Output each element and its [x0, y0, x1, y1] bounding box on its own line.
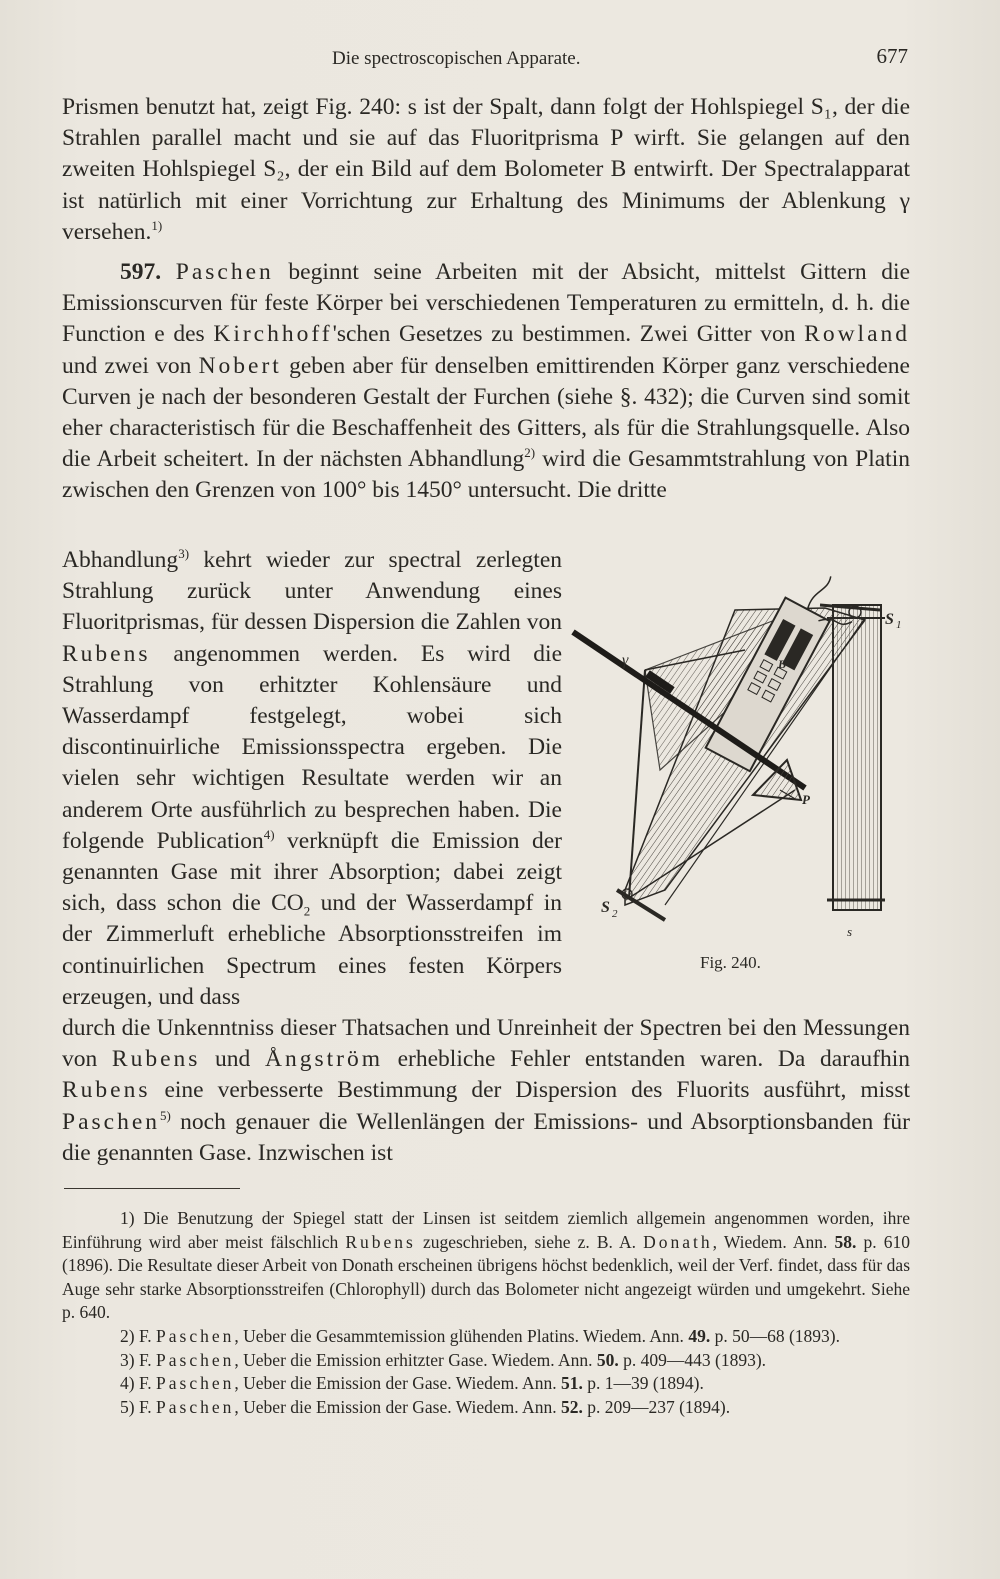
- author-name: Rowland: [804, 321, 910, 348]
- author-name: Kirchhoff: [213, 321, 333, 348]
- footnote-text: 1) Die Benutzung der Spiegel statt der Linsen ist seitdem ziemlich allgemein angenommen worden, ihre Einführung wird aber meist fälschlich: [62, 1208, 910, 1252]
- label-s1: S: [885, 611, 894, 628]
- author-name: Paschen: [156, 1373, 235, 1394]
- paragraph-text: noch genauer die Wellenlängen der Emissions- und Absorptionsbanden für die genannten Gase. Inzwischen ist: [62, 1108, 910, 1166]
- paragraph-text: eine verbesserte Bestimmung der Dispersion des Fluorits ausführt, misst: [150, 1077, 910, 1104]
- author-name: Ångström: [264, 1046, 383, 1073]
- paragraph-text: 'schen Gesetzes zu bestimmen. Zwei Gitter von: [332, 321, 805, 348]
- footnote-text: p. 409—443 (1893).: [618, 1349, 767, 1370]
- footnote-text: zugeschrieben, siehe z. B. A.: [415, 1231, 644, 1252]
- paragraph-text: verknüpft die Emission der genannten Gase mit ihrer Absorption; dabei zeigt sich, dass schon die CO: [62, 827, 562, 917]
- spectrometer-diagram: [565, 560, 910, 980]
- footnote-3: [62, 1349, 910, 1373]
- footnote-2: [62, 1325, 910, 1349]
- paragraph-text: wird die Gesammtstrahlung von Platin zwischen den Grenzen von 100° bis 1450° untersucht. Die dritte: [62, 446, 910, 504]
- running-head: [60, 44, 910, 74]
- volume-number: 49.: [688, 1325, 711, 1346]
- paragraph-text: und zwei von: [62, 352, 199, 379]
- paragraph-text: und der Wasserdampf in der Zimmerluft erhebliche Absorptionsstreifen im continuirlichen Spectrum eines festen Körpers erzeugen, und dass: [62, 890, 562, 1010]
- figure-240-spectrometer: [565, 560, 910, 980]
- text-beside-figure: [62, 545, 562, 1013]
- footnote-text: p. 610 (1896). Die Resultate dieser Arbeit von Donath erscheinen übrigens höchst bedenklich, weil der Verf. findet, dass für das Auge sehr starke Absorptionsstreifen (Chlorophyll) durch das Bolometer nicht angezeigt würden und umgekehrt. Siehe p. 640.: [62, 1231, 911, 1323]
- author-name: Paschen: [156, 1396, 235, 1417]
- label-p: P: [802, 792, 810, 807]
- page-number: 677: [876, 44, 908, 68]
- footnote-4: [62, 1372, 910, 1396]
- footnote-text: , Ueber die Gesammtemission glühenden Platins. Wiedem. Ann.: [234, 1325, 689, 1346]
- footnotes: [62, 1207, 910, 1419]
- subscript: 2: [303, 903, 311, 919]
- footnote-ref: 4): [263, 827, 275, 842]
- paragraph-text: beginnt seine Arbeiten mit der Absicht, mittelst Gittern die Emissionscurven für feste Körper bei verschiedenen Temperaturen zu ermitteln, d. h. die Function e des: [62, 259, 910, 348]
- author-name: Rubens: [62, 640, 151, 667]
- footnote-text: , Wiedem. Ann.: [712, 1231, 835, 1252]
- footnote-5: [62, 1396, 910, 1420]
- volume-number: 52.: [560, 1396, 583, 1417]
- footnote-ref: 5): [160, 1107, 171, 1123]
- footnote-ref: 1): [151, 217, 163, 233]
- label-s: s: [847, 924, 853, 939]
- paragraph-text: Prismen benutzt hat, zeigt Fig. 240: s ist der Spalt, dann folgt der Hohlspiegel S₁, der die Strahlen parallel macht und sie auf das Fluoritprisma P wirft. Sie gelangen auf den zweiten Hohlspiegel S₂, der ein Bild auf dem Bolometer B entwirft. Der Spectralapparat ist natürlich mit einer Vorrichtung zur Erhaltung des Minimums der Ablenkung γ versehen.: [62, 94, 910, 245]
- paragraph-text: Abhandlung: [62, 547, 179, 573]
- footnote-text: 5) F.: [120, 1396, 157, 1417]
- volume-number: 58.: [834, 1231, 857, 1252]
- footnote-text: 4) F.: [120, 1373, 157, 1394]
- paragraph-text: und: [200, 1046, 265, 1073]
- footnote-rule: [64, 1188, 240, 1189]
- author-name: Paschen: [62, 1108, 161, 1135]
- paragraph-text: erhebliche Fehler entstanden waren. Da daraufhin: [382, 1046, 910, 1073]
- author-name: Nobert: [198, 352, 282, 379]
- footnote-text: p. 50—68 (1893).: [710, 1325, 840, 1346]
- author-name: Paschen: [156, 1325, 235, 1346]
- author-name: Rubens: [345, 1231, 416, 1252]
- footnote-ref: 2): [524, 445, 536, 461]
- author-name: Paschen: [175, 259, 274, 285]
- running-title: Die spectroscopischen Apparate.: [332, 48, 581, 69]
- footnote-text: , Ueber die Emission der Gase. Wiedem. Ann.: [234, 1373, 561, 1394]
- label-s2: S: [601, 899, 610, 916]
- author-name: Donath: [643, 1231, 713, 1252]
- author-name: Rubens: [111, 1046, 201, 1073]
- section-number: 597.: [120, 259, 162, 285]
- author-name: Paschen: [156, 1349, 235, 1370]
- footnote-1: [62, 1207, 910, 1325]
- author-name: Rubens: [62, 1077, 151, 1104]
- label-gamma: γ: [622, 652, 629, 669]
- paragraph-continuation: [62, 1013, 910, 1169]
- label-s2-sub: 2: [612, 908, 618, 920]
- volume-number: 51.: [560, 1373, 583, 1394]
- footnote-text: , Ueber die Emission erhitzter Gase. Wiedem. Ann.: [234, 1349, 597, 1370]
- section-597: [62, 257, 910, 507]
- footnote-text: 2) F.: [120, 1325, 157, 1346]
- label-b: B: [778, 657, 787, 671]
- footnote-text: , Ueber die Emission der Gase. Wiedem. Ann.: [234, 1396, 561, 1417]
- paragraph-text: geben aber für denselben emittirenden Körper ganz verschiedene Curven je nach der besonderen Gestalt der Furchen (siehe §. 432); die Curven sind somit eher characteristisch für die Beschaffenheit des Gitters, als für die Strahlungsquelle. Also die Arbeit scheitert. In der nächsten Abhandlung: [62, 352, 910, 473]
- footnote-text: p. 1—39 (1894).: [582, 1373, 704, 1394]
- footnote-text: 3) F.: [120, 1349, 157, 1370]
- label-s1-sub: 1: [896, 619, 902, 631]
- figure-caption: Fig. 240.: [700, 953, 761, 972]
- footnote-ref: 3): [178, 546, 190, 562]
- footnote-text: p. 209—237 (1894).: [582, 1396, 731, 1417]
- paragraph-text: kehrt wieder zur spectral zerlegten Strahlung zurück unter Anwendung eines Fluoritprismas, für dessen Dispersion die Zahlen von: [62, 547, 562, 636]
- paragraph-intro: [62, 92, 910, 248]
- paragraph-text: angenommen werden. Es wird die Strahlung von erhitzter Kohlensäure und Wasserdampf festgelegt, wobei sich discontinuirliche Emissionsspectra ergeben. Die vielen sehr wichtigen Resultate werden wir an anderem Orte ausführlich zu besprechen haben. Die folgende Publication: [62, 640, 562, 854]
- volume-number: 50.: [596, 1349, 619, 1370]
- paragraph-text: durch die Unkenntniss dieser Thatsachen und Unreinheit der Spectren bei den Messungen von: [62, 1015, 910, 1073]
